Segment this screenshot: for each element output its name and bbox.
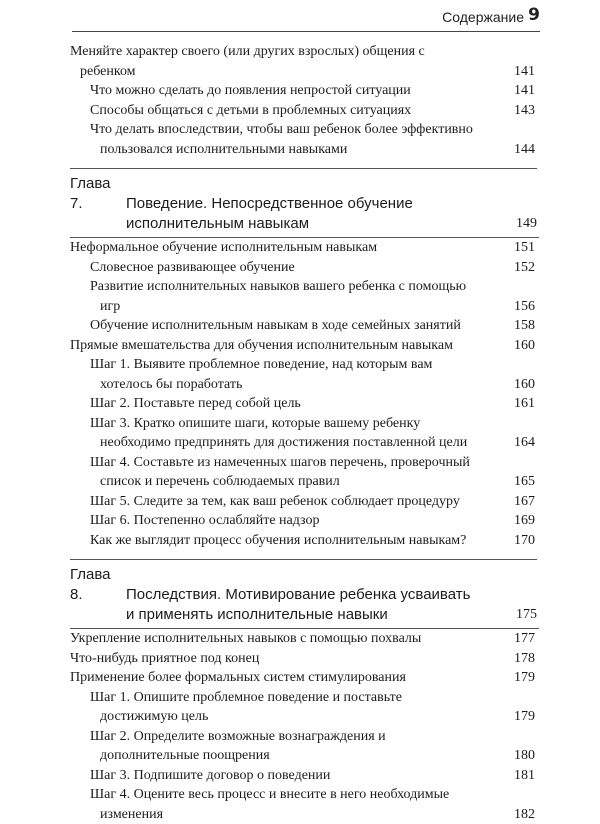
running-head-title: Содержание: [442, 9, 524, 25]
chapter-title-line2: исполнительным навыкам: [70, 214, 539, 234]
chapter-number: Глава 8.: [70, 565, 126, 605]
toc-entry[interactable]: [70, 355, 535, 394]
toc-entry-title: Шаг 2. Определите возможные вознаграждения и дополнительные поощрения: [70, 727, 535, 766]
page-number: 9: [528, 5, 540, 25]
toc-entry-title: Применение более формальных систем стимулирования: [70, 668, 535, 688]
toc-entry[interactable]: [70, 120, 535, 159]
chapter-number: Глава 7.: [70, 174, 126, 214]
toc-entry-page: 141: [514, 81, 535, 101]
toc-entry-page: 144: [514, 140, 535, 160]
toc-entry[interactable]: [70, 511, 535, 531]
toc-entry-title: Шаг 4. Оцените весь процесс и внесите в него необходимые изменения: [70, 785, 535, 824]
toc-entry-title: Что-нибудь приятное под конец: [70, 649, 535, 669]
toc-entry[interactable]: [70, 688, 535, 727]
chapter-title-line1: Последствия. Мотивирование ребенка усваивать: [126, 586, 470, 603]
toc-entry-page: 165: [514, 472, 535, 492]
toc-entry-page: 161: [514, 394, 535, 414]
toc-entry-title: Обучение исполнительным навыкам в ходе семейных занятий: [70, 316, 535, 336]
toc-entry-title: Шаг 4. Составьте из намеченных шагов перечень, проверочный список и перечень соблюдаемых правил: [70, 453, 535, 492]
toc-entry-title: Меняйте характер своего (или других взрослых) общения с ребенком: [70, 42, 535, 81]
toc-entry[interactable]: [70, 258, 535, 278]
toc-entry-page: 170: [514, 531, 535, 551]
toc-entry-page: 151: [514, 238, 535, 258]
toc-entry-page: 179: [514, 668, 535, 688]
toc-entry-page: 164: [514, 433, 535, 453]
toc-entry[interactable]: [70, 42, 535, 81]
toc-entry[interactable]: [70, 766, 535, 786]
toc-entry-title: Шаг 3. Кратко опишите шаги, которые вашему ребенку необходимо предпринять для достижения поставленной цели: [70, 414, 535, 453]
toc-entry-page: 177: [514, 629, 535, 649]
toc-entry-title: Шаг 2. Поставьте перед собой цель: [70, 394, 535, 414]
toc-entry[interactable]: [70, 649, 535, 669]
toc-entry-title: Прямые вмешательства для обучения исполнительным навыкам: [70, 336, 535, 356]
toc-entry-title: Развитие исполнительных навыков вашего ребенка с помощью игр: [70, 277, 535, 316]
toc-entry-title: Что делать впоследствии, чтобы ваш ребенок более эффективно пользовался исполнительными навыками: [70, 120, 535, 159]
chapter-heading[interactable]: [70, 559, 537, 629]
toc-entry[interactable]: [70, 453, 535, 492]
chapter-heading[interactable]: [70, 168, 537, 238]
chapter-title-line1: Поведение. Непосредственное обучение: [126, 195, 413, 212]
toc-entry-page: 152: [514, 258, 535, 278]
toc-entry-title: Как же выглядит процесс обучения исполнительным навыкам?: [70, 531, 535, 551]
toc-entry-title: Шаг 1. Выявите проблемное поведение, над которым вам хотелось бы поработать: [70, 355, 535, 394]
toc-entry[interactable]: [70, 238, 535, 258]
toc-entry-title: Неформальное обучение исполнительным навыкам: [70, 238, 535, 258]
toc-entry[interactable]: [70, 101, 535, 121]
toc-entry-title: Словесное развивающее обучение: [70, 258, 535, 278]
toc-entry-page: 180: [514, 746, 535, 766]
toc-entry[interactable]: [70, 316, 535, 336]
toc-entry-page: 169: [514, 511, 535, 531]
toc-entry-page: 143: [514, 101, 535, 121]
toc-entry[interactable]: [70, 277, 535, 316]
toc-entry-title: Что можно сделать до появления непростой ситуации: [70, 81, 535, 101]
chapter-title-line2: и применять исполнительные навыки: [70, 605, 539, 625]
toc-entry[interactable]: [70, 668, 535, 688]
toc-entry-page: 160: [514, 336, 535, 356]
toc-entry-page: 167: [514, 492, 535, 512]
toc-entry[interactable]: [70, 629, 535, 649]
toc-entry[interactable]: [70, 531, 535, 551]
toc-entry[interactable]: [70, 394, 535, 414]
chapter-page: 149: [516, 214, 537, 234]
toc-entry-page: 178: [514, 649, 535, 669]
toc-entry-title: Шаг 1. Опишите проблемное поведение и поставьте достижимую цель: [70, 688, 535, 727]
toc-entry-page: 181: [514, 766, 535, 786]
header-rule: [72, 31, 540, 32]
toc-entry[interactable]: [70, 727, 535, 766]
toc-entry-page: 156: [514, 297, 535, 317]
toc-entry-title: Шаг 6. Постепенно ослабляйте надзор: [70, 511, 535, 531]
toc-entry-title: Шаг 5. Следите за тем, как ваш ребенок соблюдает процедуру: [70, 492, 535, 512]
toc-entry-title: Способы общаться с детьми в проблемных ситуациях: [70, 101, 535, 121]
toc-entry[interactable]: [70, 492, 535, 512]
table-of-contents: [70, 42, 535, 824]
toc-entry-page: 179: [514, 707, 535, 727]
toc-entry[interactable]: [70, 81, 535, 101]
toc-entry-page: 160: [514, 375, 535, 395]
chapter-page: 175: [516, 605, 537, 625]
toc-entry-page: 158: [514, 316, 535, 336]
toc-entry[interactable]: [70, 785, 535, 824]
toc-entry-page: 141: [514, 62, 535, 82]
toc-entry-page: 182: [514, 805, 535, 824]
toc-entry[interactable]: [70, 336, 535, 356]
toc-entry-title: Укрепление исполнительных навыков с помощью похвалы: [70, 629, 535, 649]
page-header: [0, 0, 600, 36]
toc-entry[interactable]: [70, 414, 535, 453]
toc-entry-title: Шаг 3. Подпишите договор о поведении: [70, 766, 535, 786]
